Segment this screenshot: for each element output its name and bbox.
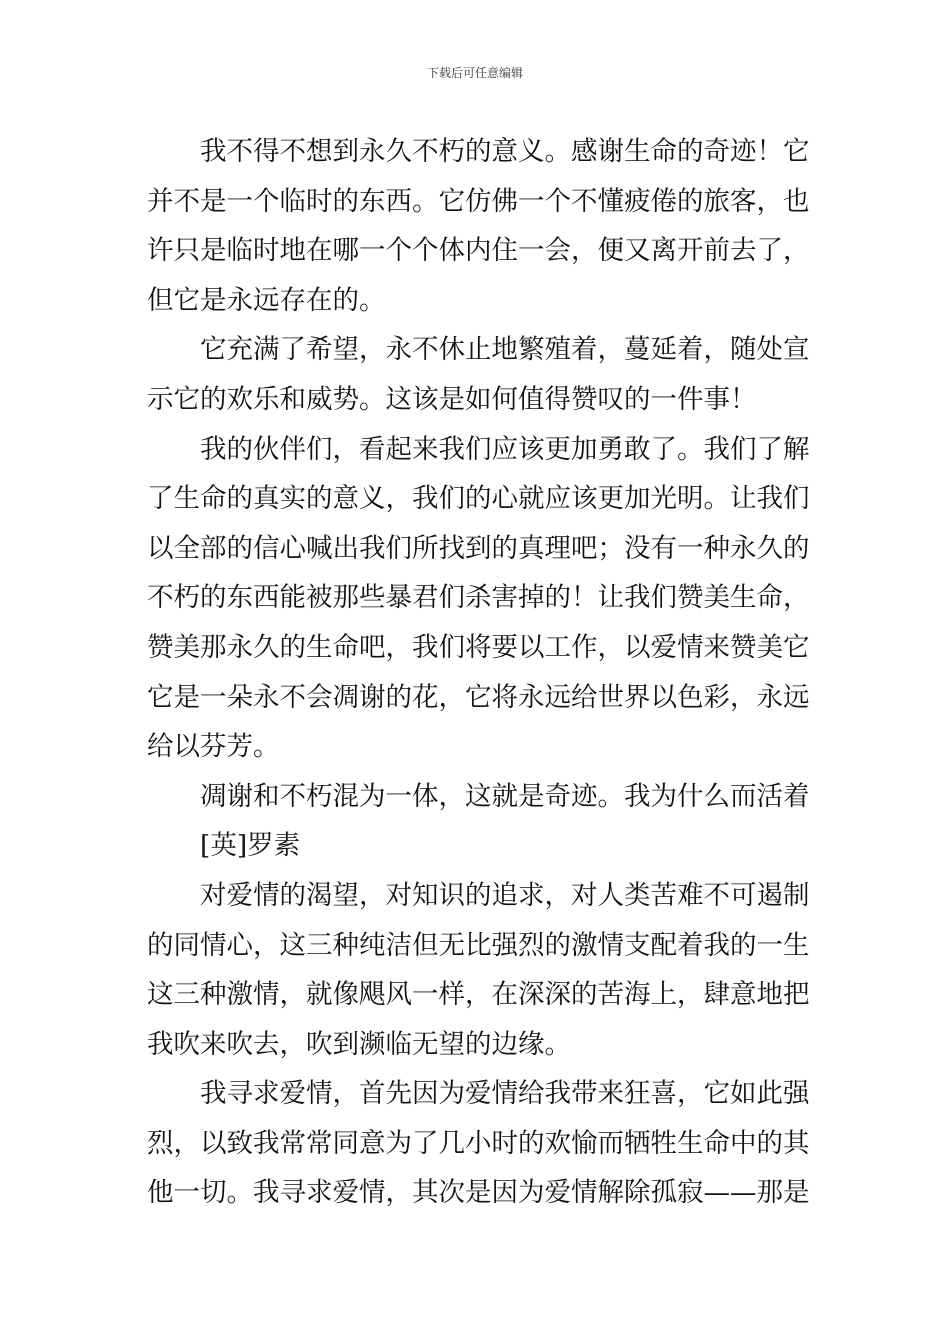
text-line: 他一切。我寻求爱情，其次是因为爱情解除孤寂——那是 xyxy=(147,1177,810,1209)
text-line: 我不得不想到永久不朽的意义。感谢生命的奇迹！它 xyxy=(200,136,810,167)
text-line: 但它是永远存在的。 xyxy=(147,284,386,316)
text-line: 这三种激情，就像飓风一样，在深深的苦海上，肆意地把 xyxy=(147,979,810,1011)
text-line: 它是一朵永不会凋谢的花，它将永远给世界以色彩，永远 xyxy=(147,681,810,713)
text-line: 对爱情的渴望，对知识的追求，对人类苦难不可遏制 xyxy=(200,879,810,911)
text-line: 示它的欢乐和威势。这该是如何值得赞叹的一件事！ xyxy=(147,383,757,415)
text-line: 不朽的东西能被那些暴君们杀害掉的！让我们赞美生命， xyxy=(147,582,810,614)
text-line: 许只是临时地在哪一个个体内住一会，便又离开前去了， xyxy=(147,235,810,267)
text-line: 我吹来吹去，吹到濒临无望的边缘。 xyxy=(147,1028,571,1060)
text-line: 并不是一个临时的东西。它仿佛一个不懂疲倦的旅客，也 xyxy=(147,185,810,217)
text-line: 给以芬芳。 xyxy=(147,731,280,763)
text-line: 我的伙伴们，看起来我们应该更加勇敢了。我们了解 xyxy=(200,433,810,465)
text-line: 凋谢和不朽混为一体，这就是奇迹。我为什么而活着 xyxy=(200,780,810,812)
document-body xyxy=(147,127,811,1218)
page-header: 下载后可任意编辑 xyxy=(426,66,523,80)
text-line: 赞美那永久的生命吧，我们将要以工作，以爱情来赞美它 xyxy=(147,631,810,663)
text-line: 我寻求爱情，首先因为爱情给我带来狂喜，它如此强 xyxy=(200,1078,810,1110)
author-line: [英]罗素 xyxy=(200,830,301,862)
text-line: 了生命的真实的意义，我们的心就应该更加光明。让我们 xyxy=(147,483,810,515)
text-line: 以全部的信心喊出我们所找到的真理吧；没有一种永久的 xyxy=(147,532,810,564)
text-line: 的同情心，这三种纯洁但无比强烈的激情支配着我的一生 xyxy=(147,929,810,961)
text-line: 它充满了希望，永不休止地繁殖着，蔓延着，随处宣 xyxy=(200,334,810,366)
text-line: 烈，以致我常常同意为了几小时的欢愉而牺牲生命中的其 xyxy=(147,1127,810,1159)
